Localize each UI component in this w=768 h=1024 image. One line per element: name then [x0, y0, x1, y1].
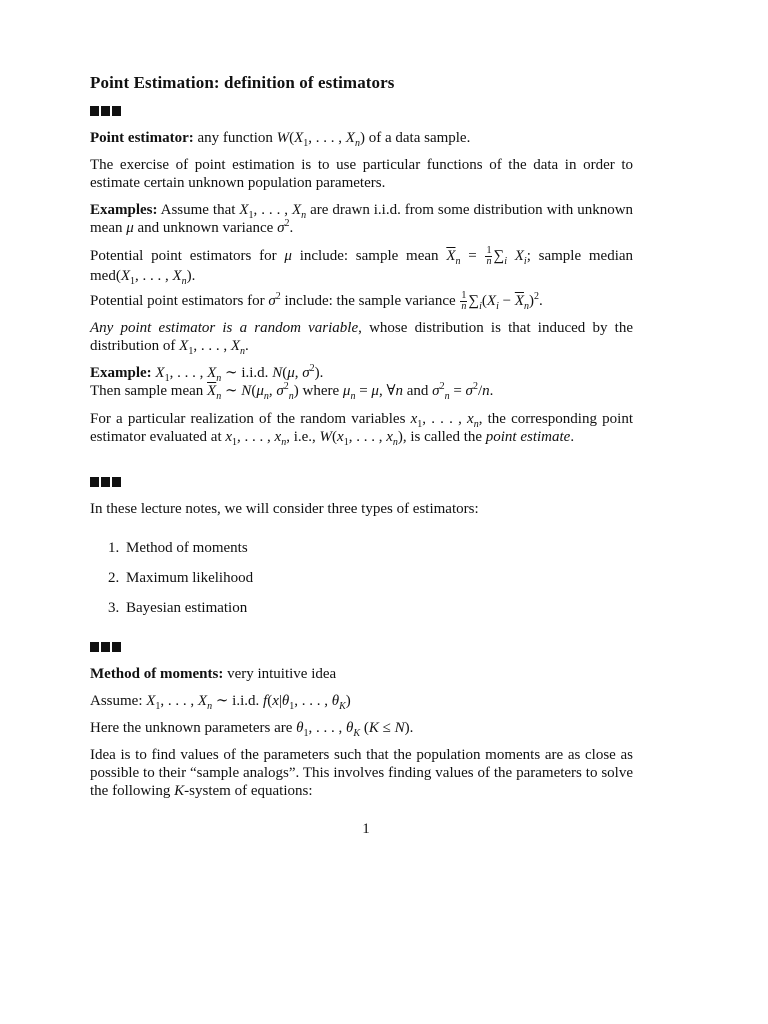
- list-item: 3. Bayesian estimation: [108, 600, 248, 616]
- section-separator: [90, 477, 633, 487]
- page-title: Point Estimation: definition of estimators: [90, 73, 395, 92]
- realization-paragraph: For a particular realization of the random variables $x_1$, . . . , $x_n$, the corresponding point estimator evaluated at $x_1$, . . . , $x_n$, i.e., $W(x_1$, . . . , $x_n$), is called the point estimate.: [90, 411, 633, 448]
- estimator-types-intro: In these lecture notes, we will consider three types of estimators:: [90, 501, 479, 517]
- exercise-paragraph: The exercise of point estimation is to use particular functions of the data in order to estimate certain unknown population parameters.: [90, 157, 633, 191]
- example-normal-paragraph: Example: $X_1$, . . . , $X_n$ ∼ i.i.d. N(μ, $\sigma^2$). Then sample mean $\overline{X}_n$ ∼ $N(\mu_n$, $\sigma^2_n$) where $\mu_n = \mu$, ∀n and $\sigma^2_n = \sigma^2/n$.: [90, 363, 494, 402]
- unknown-params-line: Here the unknown parameters are $\theta_1$, . . . , $\theta_K$ (K ≤ N).: [90, 720, 414, 739]
- point-estimator-definition: Point estimator: any function $W(X_1$, . . . , $X_n$) of a data sample.: [90, 130, 471, 149]
- estimator-types-list: [108, 539, 628, 629]
- examples-paragraph: Examples: Assume that $X_1$, . . . , $X_n$ are drawn i.i.d. from some distribution with unknown mean μ and unknown variance $\sigma^2$.: [90, 202, 634, 236]
- section-separator: [90, 106, 633, 116]
- list-item: 2. Maximum likelihood: [108, 570, 254, 586]
- idea-paragraph: Idea is to find values of the parameters such that the population moments are as close as possible to their “sample analogs”. This involves finding values of the parameters to solve the following K-system of equations:: [90, 747, 633, 799]
- list-item: 1. Method of moments: [108, 540, 248, 556]
- page-number: 1: [362, 821, 370, 837]
- assume-line: Assume: $X_1$, . . . , $X_n$ ∼ i.i.d. $f(x|\theta_1$, . . . , $\theta_K$): [90, 693, 351, 712]
- sigma-estimators-paragraph: Potential point estimators for $\sigma^2$ include: the sample variance $\frac{1}{n}$ $\sum_i(X_i - \overline{X}_n)^2$.: [90, 290, 543, 312]
- mu-estimators-paragraph: Potential point estimators for μ include: sample mean $\overline{X}_n$ = $\frac{1}{n}$ $\sum_i$ $X_i$; sample median $med(X_1$, . . . , $X_n$).: [90, 245, 634, 287]
- section-separator: [90, 642, 633, 652]
- method-of-moments-heading: Method of moments: very intuitive idea: [90, 666, 337, 682]
- random-variable-paragraph: Any point estimator is a random variable, whose distribution is that induced by the distribution of $X_1$, . . . , $X_n$.: [90, 320, 633, 357]
